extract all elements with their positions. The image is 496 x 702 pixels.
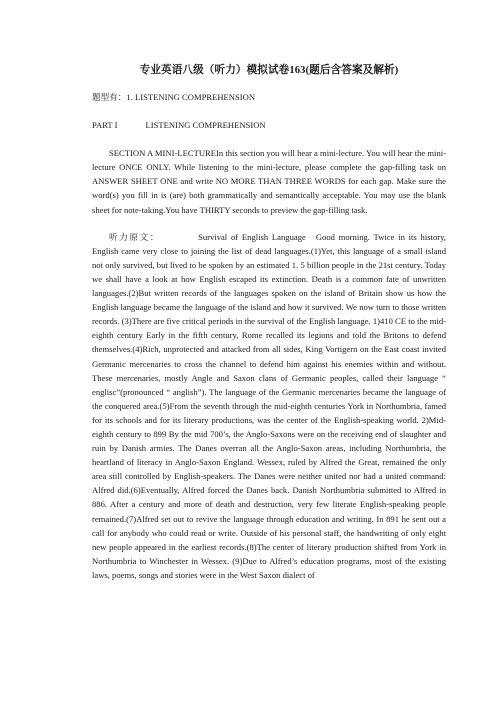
transcript-label: 听力原文： xyxy=(109,231,161,242)
part-title: LISTENING COMPREHENSION xyxy=(145,120,266,131)
document-title: 专业英语八级（听力）模拟试卷163(题后含答案及解析) xyxy=(139,65,399,76)
transcript-paragraph xyxy=(92,230,446,582)
part-heading xyxy=(92,118,446,132)
transcript-body: Good morning. Twice in its history, English came very close to joining the list of dead languages.(1)Yet, this language of a small island not only survived, but lived to be spoken by an estimated 1. 5 billion people in the 21st century. Today we shall have a look at how English escaped its extinction. Death is a common fate of unwritten languages.(2)But written records of the languages spoken on the island of Britain show us how the English language became the language of the island and how it survived. We now turn to those written records. (3)There are five critical periods in the survival of the English language. 1)410 CE to the mid-eighth century Early in the fifth century, Rome recalled its legions and told the Britons to defend themselves.(4)Rich, unprotected and attacked from all sides, King Vortigern on the East coast invited Germanic mercenaries to cross the channel to defend him against his enemies within and without. These mercenaries, mostly Angle and Saxon clans of Germanic peoples, called their language “ englisc”(pronounced “ anglish”). The language of the Germanic mercenaries became the language of the conquered area.(5)From the seventh through the mid-eighth centuries York in Northumbria, famed for its schools and for its literary productions, was the center of the English-speaking world. 2)Mid-eighth century to 899 By the mid 700’s, the Anglo-Saxons were on the receiving end of slaughter and ruin by Danish armies. The Danes overran all the Anglo-Saxon areas, including Northumbria, the heartland of literacy in Anglo-Saxon England. Wessex, ruled by Alfred the Great, remained the only area still controlled by English-speakers. The Danes were neither united nor had a united command: Alfred did.(6)Eventually, Alfred forced the Danes back. Danish Northumbria submitted to Alfred in 886. After a century and more of death and destruction, very few literate English-speaking people remained.(7)Alfred set out to revive the language through education and writing. In 891 he sent out a call for anybody who could read or write. Outside of his personal staff, the handwriting of only eight new people appeared in the earliest records.(8)The center of literary production shifted from York in Northumbria to Winchester in Wessex. (9)Due to Alfred’s education programs, most of the existing laws, poems, songs and stories were in the West Saxon dialect of xyxy=(92,231,446,580)
question-type-value: 1. LISTENING COMPREHENSION xyxy=(126,92,256,102)
question-type-line xyxy=(92,90,446,104)
transcript-title: Survival of English Language xyxy=(198,231,306,242)
part-number: PART I xyxy=(92,120,118,131)
question-type-label: 题型有： xyxy=(92,92,127,102)
section-intro: SECTION A MINI-LECTUREIn this section you will hear a mini-lecture. You will hear the mini-lecture ONCE ONLY. While listening to the mini-lecture, please complete the gap-filling task on ANSWER SHEET ONE and write NO MORE THAN THREE WORDS for each gap. Make sure the word(s) you fill in is (are) both grammatically and semantically acceptable. You may use the blank sheet for note-taking.You have THIRTY seconds to preview the gap-filling task. xyxy=(92,148,446,215)
